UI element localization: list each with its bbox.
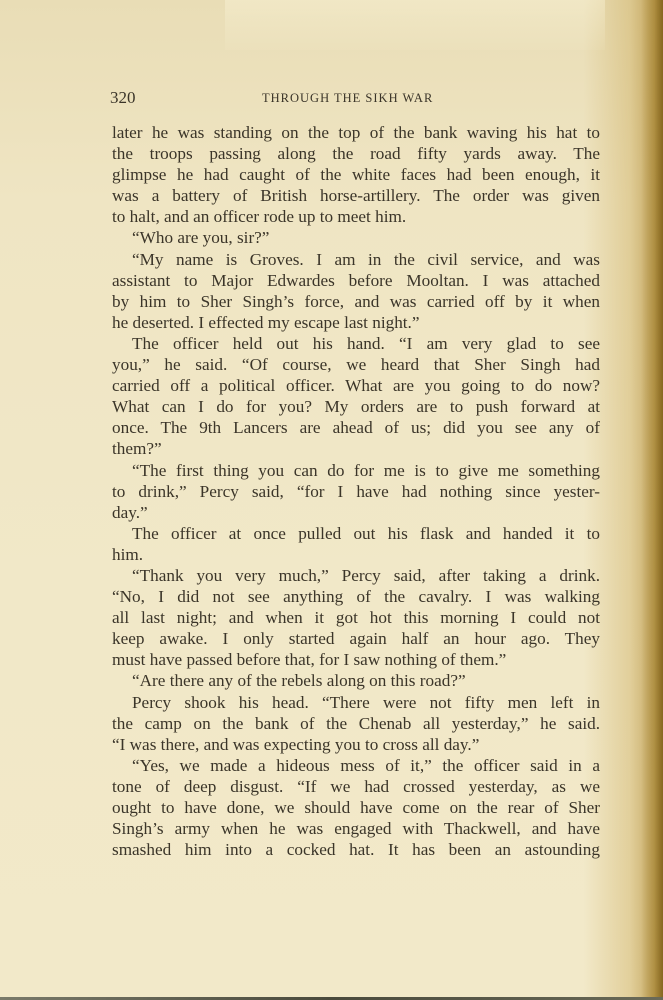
text-line: later he was standing on the top of the bank waving his hat to bbox=[112, 123, 600, 142]
text-line: the troops passing along the road fifty yards away. The bbox=[112, 144, 600, 164]
text-line: “No, I did not see anything of the cavalry. I was walking bbox=[112, 587, 600, 607]
page-number: 320 bbox=[110, 88, 136, 107]
text-line: “Yes, we made a hideous mess of it,” the officer said in a bbox=[132, 755, 600, 775]
text-line: you,” he said. “Of course, we heard that Sher Singh had bbox=[112, 355, 600, 375]
text-line: “My name is Groves. I am in the civil service, and was bbox=[132, 249, 600, 269]
text-line: The officer held out his hand. “I am very glad to see bbox=[132, 333, 600, 353]
text-line: must have passed before that, for I saw nothing of them.” bbox=[112, 650, 507, 670]
text-line: smashed him into a cocked hat. It has been an astounding bbox=[112, 840, 600, 860]
text-line: “I was there, and was expecting you to cross all day.” bbox=[112, 734, 480, 754]
text-line: “The first thing you can do for me is to give me something bbox=[132, 460, 600, 480]
text-line: tone of deep disgust. “If we had crossed yesterday, as we bbox=[112, 776, 600, 796]
text-line: The officer at once pulled out his flask and handed it to bbox=[132, 523, 600, 543]
text-line: “Who are you, sir?” bbox=[132, 228, 270, 248]
text-line: by him to Sher Singh’s force, and was carried off by it when bbox=[112, 291, 600, 311]
text-line: assistant to Major Edwardes before Mooltan. I was attached bbox=[112, 270, 600, 290]
text-line: “Are there any of the rebels along on this road?” bbox=[132, 671, 466, 691]
text-line: ought to have done, we should have come on the rear of Sher bbox=[112, 798, 600, 817]
text-line: Singh’s army when he was engaged with Thackwell, and have bbox=[112, 819, 600, 839]
text-line: to halt, and an officer rode up to meet him. bbox=[112, 207, 407, 227]
running-title: THROUGH THE SIKH WAR bbox=[262, 91, 434, 105]
text-line: all last night; and when it got hot this morning I could not bbox=[112, 608, 600, 628]
text-line: the camp on the bank of the Chenab all yesterday,” he said. bbox=[112, 713, 600, 733]
text-line: them?” bbox=[112, 439, 162, 459]
text-line: What can I do for you? My orders are to push forward at bbox=[112, 397, 600, 417]
body-text bbox=[112, 122, 600, 860]
text-line: day.” bbox=[112, 502, 148, 522]
scan-highlight-band bbox=[225, 0, 605, 50]
page-gutter-shadow bbox=[641, 0, 663, 1000]
text-line: keep awake. I only started again half an hour ago. They bbox=[112, 629, 600, 649]
running-header bbox=[110, 88, 565, 110]
text-line: was a battery of British horse-artillery. The order was given bbox=[112, 186, 600, 206]
text-line: once. The 9th Lancers are ahead of us; did you see any of bbox=[112, 418, 600, 438]
text-line: to drink,” Percy said, “for I have had nothing since yester- bbox=[112, 481, 600, 501]
text-line: him. bbox=[112, 544, 144, 564]
text-line: carried off a political officer. What are you going to do now? bbox=[112, 376, 600, 396]
text-line: “Thank you very much,” Percy said, after taking a drink. bbox=[132, 565, 600, 585]
text-line: Percy shook his head. “There were not fifty men left in bbox=[132, 692, 600, 712]
text-line: he deserted. I effected my escape last night.” bbox=[112, 312, 420, 332]
text-line: glimpse he had caught of the white faces had been enough, it bbox=[112, 165, 600, 185]
